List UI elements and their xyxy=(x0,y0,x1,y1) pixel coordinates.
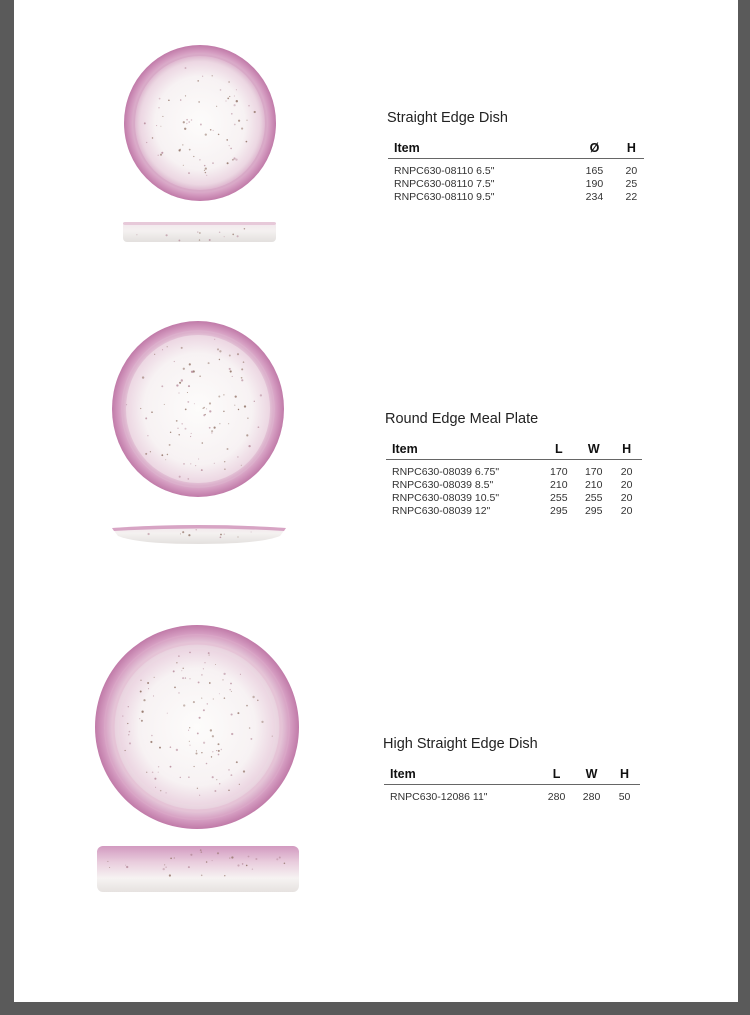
height-value: 25 xyxy=(625,178,638,190)
item-code: RNPC630-08039 10.5" xyxy=(392,492,500,504)
diameter-value: 190 xyxy=(585,178,604,190)
dish-side-view-image xyxy=(122,220,277,246)
item-code: RNPC630-08039 12" xyxy=(392,505,491,517)
table-row xyxy=(386,492,642,505)
header-diameter: Ø xyxy=(570,141,618,159)
width-value: 255 xyxy=(584,492,603,504)
high-dish-side-view-image xyxy=(96,844,300,896)
header-length: L xyxy=(539,767,574,785)
header-item: Item xyxy=(388,141,570,159)
diameter-value: 165 xyxy=(585,165,604,177)
header-item: Item xyxy=(386,442,541,460)
height-value: 20 xyxy=(625,165,638,177)
length-value: 210 xyxy=(550,479,568,491)
spec-table xyxy=(388,141,644,204)
height-value: 20 xyxy=(620,479,633,491)
dish-top-view-image xyxy=(122,44,278,202)
table-row xyxy=(388,191,644,204)
catalog-page xyxy=(14,0,738,1002)
width-value: 295 xyxy=(584,505,603,517)
height-value: 20 xyxy=(620,505,633,517)
height-value: 20 xyxy=(620,492,633,504)
spec-table xyxy=(384,767,640,804)
height-value: 50 xyxy=(618,791,631,803)
width-value: 210 xyxy=(584,479,603,491)
table-row xyxy=(384,785,640,805)
diameter-value: 234 xyxy=(585,191,604,203)
length-value: 280 xyxy=(547,791,566,803)
height-value: 20 xyxy=(620,466,633,478)
header-height: H xyxy=(611,442,642,460)
header-height: H xyxy=(609,767,640,785)
length-value: 255 xyxy=(550,492,568,504)
header-item: Item xyxy=(384,767,539,785)
item-code: RNPC630-08110 7.5" xyxy=(394,178,495,190)
spec-table xyxy=(386,442,642,518)
product-title: Round Edge Meal Plate xyxy=(385,411,539,427)
item-code: RNPC630-08039 6.75" xyxy=(392,466,500,478)
header-height: H xyxy=(619,141,644,159)
item-code: RNPC630-08110 9.5" xyxy=(394,191,495,203)
header-width: W xyxy=(574,767,609,785)
height-value: 22 xyxy=(625,191,638,203)
plate-top-view-image xyxy=(110,320,286,498)
table-row xyxy=(388,159,644,179)
length-value: 170 xyxy=(550,466,568,478)
header-width: W xyxy=(576,442,611,460)
width-value: 280 xyxy=(582,791,601,803)
table-row xyxy=(386,460,642,480)
item-code: RNPC630-08039 8.5" xyxy=(392,479,494,491)
length-value: 295 xyxy=(550,505,568,517)
table-row xyxy=(386,479,642,492)
item-code: RNPC630-12086 11" xyxy=(390,791,488,803)
item-code: RNPC630-08110 6.5" xyxy=(394,165,495,177)
table-row xyxy=(386,505,642,518)
product-title: High Straight Edge Dish xyxy=(383,736,538,752)
table-row xyxy=(388,178,644,191)
high-dish-top-view-image xyxy=(94,624,300,830)
plate-side-view-image xyxy=(110,522,288,548)
width-value: 170 xyxy=(584,466,603,478)
header-length: L xyxy=(541,442,576,460)
product-title: Straight Edge Dish xyxy=(387,110,508,126)
